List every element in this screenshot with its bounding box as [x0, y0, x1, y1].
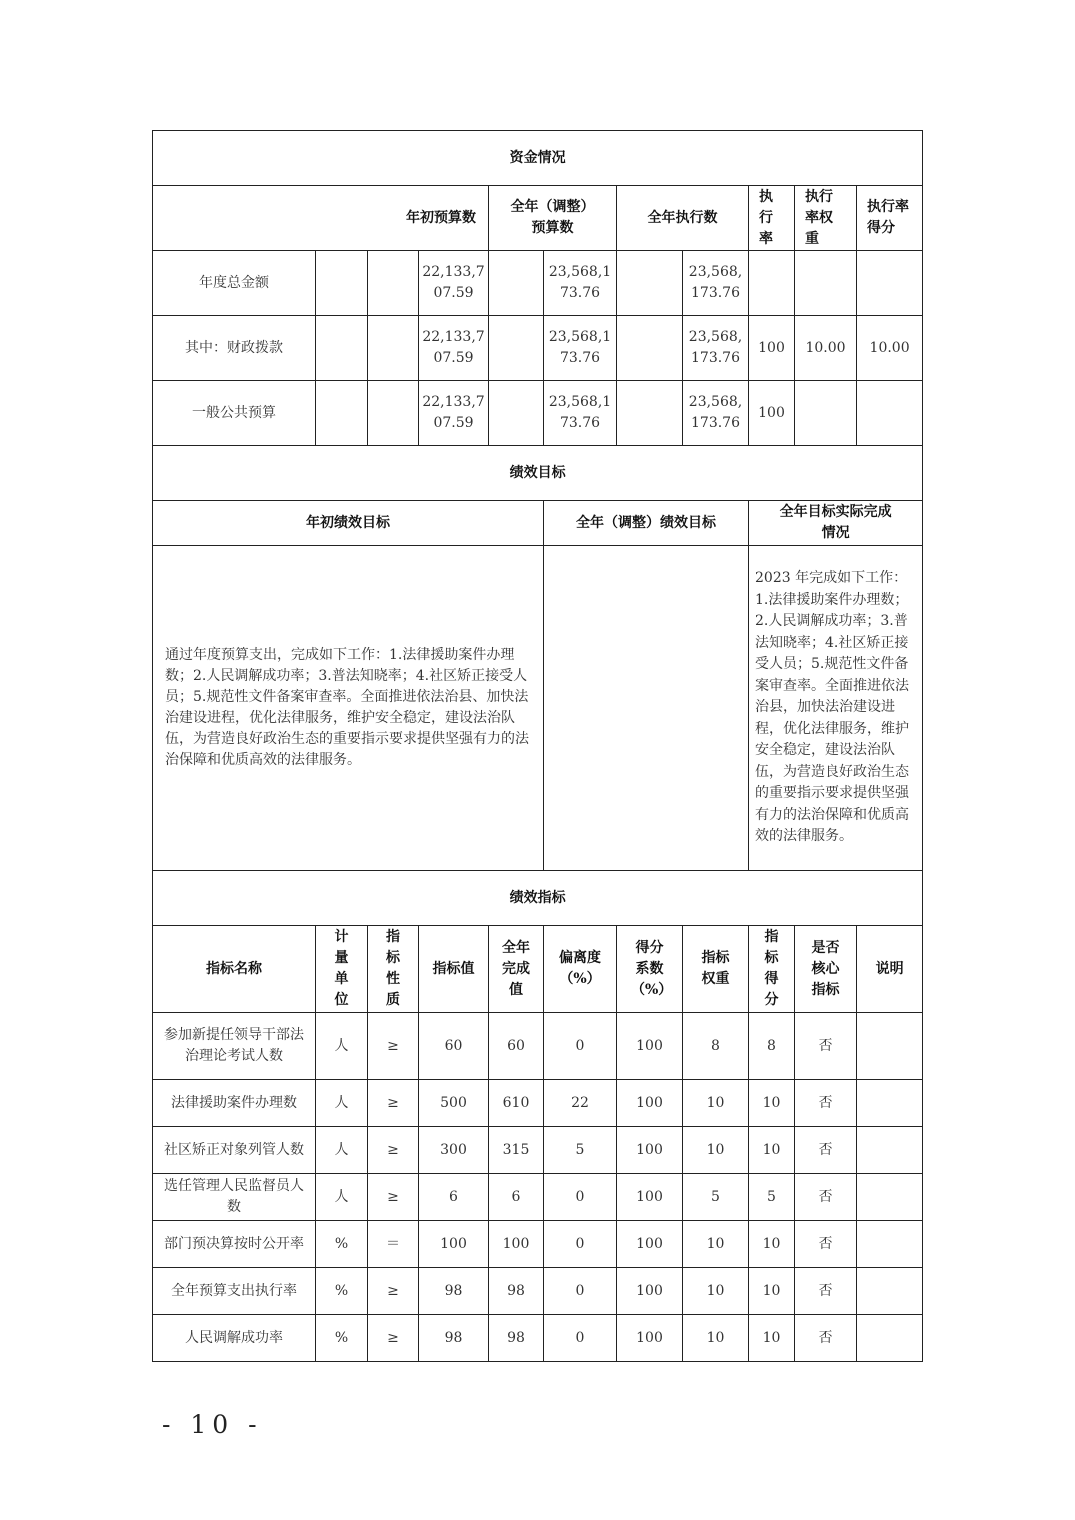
indicator-coefficient: 100 — [617, 1174, 683, 1221]
indicator-note — [857, 1013, 923, 1080]
indicator-nature: ≥ — [368, 1315, 419, 1362]
indicator-core: 否 — [795, 1127, 857, 1174]
indicator-row — [153, 1080, 923, 1127]
indicator-unit: 人 — [316, 1080, 368, 1127]
indicator-deviation: 0 — [544, 1174, 617, 1221]
indicator-target: 60 — [419, 1013, 489, 1080]
deviation-header: 偏离度（%） — [544, 926, 617, 1013]
indicator-core: 否 — [795, 1315, 857, 1362]
indicator-nature: ≥ — [368, 1080, 419, 1127]
indicator-actual: 100 — [489, 1221, 544, 1268]
indicator-actual: 6 — [489, 1174, 544, 1221]
funds-row-label: 一般公共预算 — [153, 381, 316, 446]
indicator-name: 人民调解成功率 — [153, 1315, 316, 1362]
page-number: - 10 - — [162, 1410, 263, 1439]
actual-header: 全年完成值 — [489, 926, 544, 1013]
funds-adjusted-value: 23,568,173.76 — [544, 251, 617, 316]
funds-section-row — [153, 131, 923, 186]
actual-goal-header: 全年目标实际完成情况 — [749, 501, 923, 546]
executed-header: 全年执行数 — [617, 186, 749, 251]
indicator-deviation: 5 — [544, 1127, 617, 1174]
indicator-score: 10 — [749, 1080, 795, 1127]
indicator-unit: 人 — [316, 1013, 368, 1080]
indicator-score: 10 — [749, 1127, 795, 1174]
initial-goal-text: 通过年度预算支出，完成如下工作：1.法律援助案件办理数；2.人民调解成功率；3.普法知晓率；4.社区矫正接受人员；5.规范性文件备案审查率。全面推进依法治县、加快法治建设进程，优化法律服务，维护安全稳定，建设法治队伍，为营造良好政治生态的重要指示要求提供坚强有力的法治保障和优质高效的法律服务。 — [153, 546, 544, 871]
indicator-row — [153, 1315, 923, 1362]
name-header: 指标名称 — [153, 926, 316, 1013]
indicator-unit: % — [316, 1268, 368, 1315]
indicator-core: 否 — [795, 1013, 857, 1080]
indicator-row — [153, 1268, 923, 1315]
adjusted-goal-header: 全年（调整）绩效目标 — [544, 501, 749, 546]
indicator-row — [153, 1013, 923, 1080]
indicator-deviation: 0 — [544, 1013, 617, 1080]
indicator-unit: 人 — [316, 1127, 368, 1174]
indicator-weight: 10 — [683, 1080, 749, 1127]
rate-score-header: 执行率得分 — [857, 186, 923, 251]
rate-weight-header: 执行率权重 — [795, 186, 857, 251]
indicator-name: 法律援助案件办理数 — [153, 1080, 316, 1127]
indicator-score: 10 — [749, 1315, 795, 1362]
indicators-header-row — [153, 926, 923, 1013]
indicator-note — [857, 1174, 923, 1221]
indicator-weight: 5 — [683, 1174, 749, 1221]
indicator-score: 10 — [749, 1221, 795, 1268]
coefficient-header: 得分系数（%） — [617, 926, 683, 1013]
funds-exec-rate: 100 — [749, 381, 795, 446]
weight-header: 指标权重 — [683, 926, 749, 1013]
indicator-actual: 315 — [489, 1127, 544, 1174]
indicator-note — [857, 1127, 923, 1174]
indicator-unit: % — [316, 1221, 368, 1268]
empty-cell — [617, 381, 683, 446]
funds-row — [153, 251, 923, 316]
indicator-weight: 10 — [683, 1268, 749, 1315]
funds-rate-score — [857, 251, 923, 316]
indicator-name: 参加新提任领导干部法治理论考试人数 — [153, 1013, 316, 1080]
funds-row-label: 年度总金额 — [153, 251, 316, 316]
indicators-section-title: 绩效指标 — [153, 871, 923, 926]
goals-content-row — [153, 546, 923, 871]
indicator-weight: 8 — [683, 1013, 749, 1080]
indicator-unit: 人 — [316, 1174, 368, 1221]
indicator-target: 6 — [419, 1174, 489, 1221]
indicator-name: 部门预决算按时公开率 — [153, 1221, 316, 1268]
funds-executed-value: 23,568,173.76 — [683, 316, 749, 381]
indicator-actual: 60 — [489, 1013, 544, 1080]
funds-row — [153, 381, 923, 446]
empty-cell — [316, 381, 368, 446]
indicator-row — [153, 1221, 923, 1268]
funds-rate-weight — [795, 251, 857, 316]
adjusted-goal-text — [544, 546, 749, 871]
indicator-deviation: 0 — [544, 1221, 617, 1268]
indicator-core: 否 — [795, 1221, 857, 1268]
indicator-note — [857, 1315, 923, 1362]
adjusted-budget-header: 全年（调整）预算数 — [489, 186, 617, 251]
note-header: 说明 — [857, 926, 923, 1013]
goals-section-row — [153, 446, 923, 501]
indicator-nature: ≥ — [368, 1127, 419, 1174]
funds-rate-score: 10.00 — [857, 316, 923, 381]
indicator-nature: ≥ — [368, 1268, 419, 1315]
empty-cell — [368, 251, 419, 316]
score-header: 指标得分 — [749, 926, 795, 1013]
indicator-row — [153, 1127, 923, 1174]
empty-cell — [368, 381, 419, 446]
empty-cell — [617, 316, 683, 381]
indicator-actual: 610 — [489, 1080, 544, 1127]
empty-cell — [489, 251, 544, 316]
indicator-name: 社区矫正对象列管人数 — [153, 1127, 316, 1174]
funds-rate-weight: 10.00 — [795, 316, 857, 381]
funds-executed-value: 23,568,173.76 — [683, 251, 749, 316]
actual-goal-text: 2023 年完成如下工作：1.法律援助案件办理数；2.人民调解成功率；3.普法知晓率；4.社区矫正接受人员；5.规范性文件备案审查率。全面推进依法治县，加快法治建设进程，优化法律服务，维护安全稳定，建设法治队伍，为营造良好政治生态的重要指示要求提供坚强有力的法治保障和优质高效的法律服务。 — [749, 546, 923, 871]
core-header: 是否核心指标 — [795, 926, 857, 1013]
indicator-nature: ＝ — [368, 1221, 419, 1268]
indicator-deviation: 0 — [544, 1268, 617, 1315]
indicator-nature: ≥ — [368, 1174, 419, 1221]
funds-initial-value: 22,133,707.59 — [419, 381, 489, 446]
indicator-weight: 10 — [683, 1221, 749, 1268]
indicator-coefficient: 100 — [617, 1268, 683, 1315]
indicators-section-row — [153, 871, 923, 926]
empty-cell — [316, 316, 368, 381]
initial-budget-header: 年初预算数 — [153, 186, 489, 251]
indicator-actual: 98 — [489, 1315, 544, 1362]
indicator-coefficient: 100 — [617, 1080, 683, 1127]
indicator-note — [857, 1221, 923, 1268]
funds-adjusted-value: 23,568,173.76 — [544, 381, 617, 446]
funds-exec-rate — [749, 251, 795, 316]
indicator-target: 500 — [419, 1080, 489, 1127]
exec-rate-header: 执行率 — [749, 186, 795, 251]
indicator-target: 100 — [419, 1221, 489, 1268]
funds-rate-score — [857, 381, 923, 446]
indicator-target: 98 — [419, 1315, 489, 1362]
indicator-coefficient: 100 — [617, 1127, 683, 1174]
indicator-coefficient: 100 — [617, 1221, 683, 1268]
funds-header-row — [153, 186, 923, 251]
indicator-score: 10 — [749, 1268, 795, 1315]
nature-header: 指标性质 — [368, 926, 419, 1013]
target-header: 指标值 — [419, 926, 489, 1013]
indicator-target: 98 — [419, 1268, 489, 1315]
funds-executed-value: 23,568,173.76 — [683, 381, 749, 446]
indicator-deviation: 0 — [544, 1315, 617, 1362]
empty-cell — [368, 316, 419, 381]
indicator-core: 否 — [795, 1174, 857, 1221]
empty-cell — [489, 316, 544, 381]
indicator-name: 选任管理人民监督员人数 — [153, 1174, 316, 1221]
goals-section-title: 绩效目标 — [153, 446, 923, 501]
funds-adjusted-value: 23,568,173.76 — [544, 316, 617, 381]
indicator-note — [857, 1080, 923, 1127]
indicator-unit: % — [316, 1315, 368, 1362]
indicator-actual: 98 — [489, 1268, 544, 1315]
funds-initial-value: 22,133,707.59 — [419, 316, 489, 381]
indicator-score: 8 — [749, 1013, 795, 1080]
indicator-nature: ≥ — [368, 1013, 419, 1080]
indicator-core: 否 — [795, 1080, 857, 1127]
goals-header-row — [153, 501, 923, 546]
funds-row-label: 其中：财政拨款 — [153, 316, 316, 381]
funds-row — [153, 316, 923, 381]
indicator-name: 全年预算支出执行率 — [153, 1268, 316, 1315]
indicator-target: 300 — [419, 1127, 489, 1174]
funds-exec-rate: 100 — [749, 316, 795, 381]
empty-cell — [617, 251, 683, 316]
indicator-coefficient: 100 — [617, 1013, 683, 1080]
indicator-score: 5 — [749, 1174, 795, 1221]
initial-goal-header: 年初绩效目标 — [153, 501, 544, 546]
indicator-weight: 10 — [683, 1127, 749, 1174]
indicator-weight: 10 — [683, 1315, 749, 1362]
indicator-core: 否 — [795, 1268, 857, 1315]
unit-header: 计量单位 — [316, 926, 368, 1013]
indicator-row — [153, 1174, 923, 1221]
performance-table — [152, 130, 923, 1362]
empty-cell — [316, 251, 368, 316]
funds-rate-weight — [795, 381, 857, 446]
funds-section-title: 资金情况 — [153, 131, 923, 186]
indicator-coefficient: 100 — [617, 1315, 683, 1362]
indicator-deviation: 22 — [544, 1080, 617, 1127]
funds-initial-value: 22,133,707.59 — [419, 251, 489, 316]
indicator-note — [857, 1268, 923, 1315]
empty-cell — [489, 381, 544, 446]
